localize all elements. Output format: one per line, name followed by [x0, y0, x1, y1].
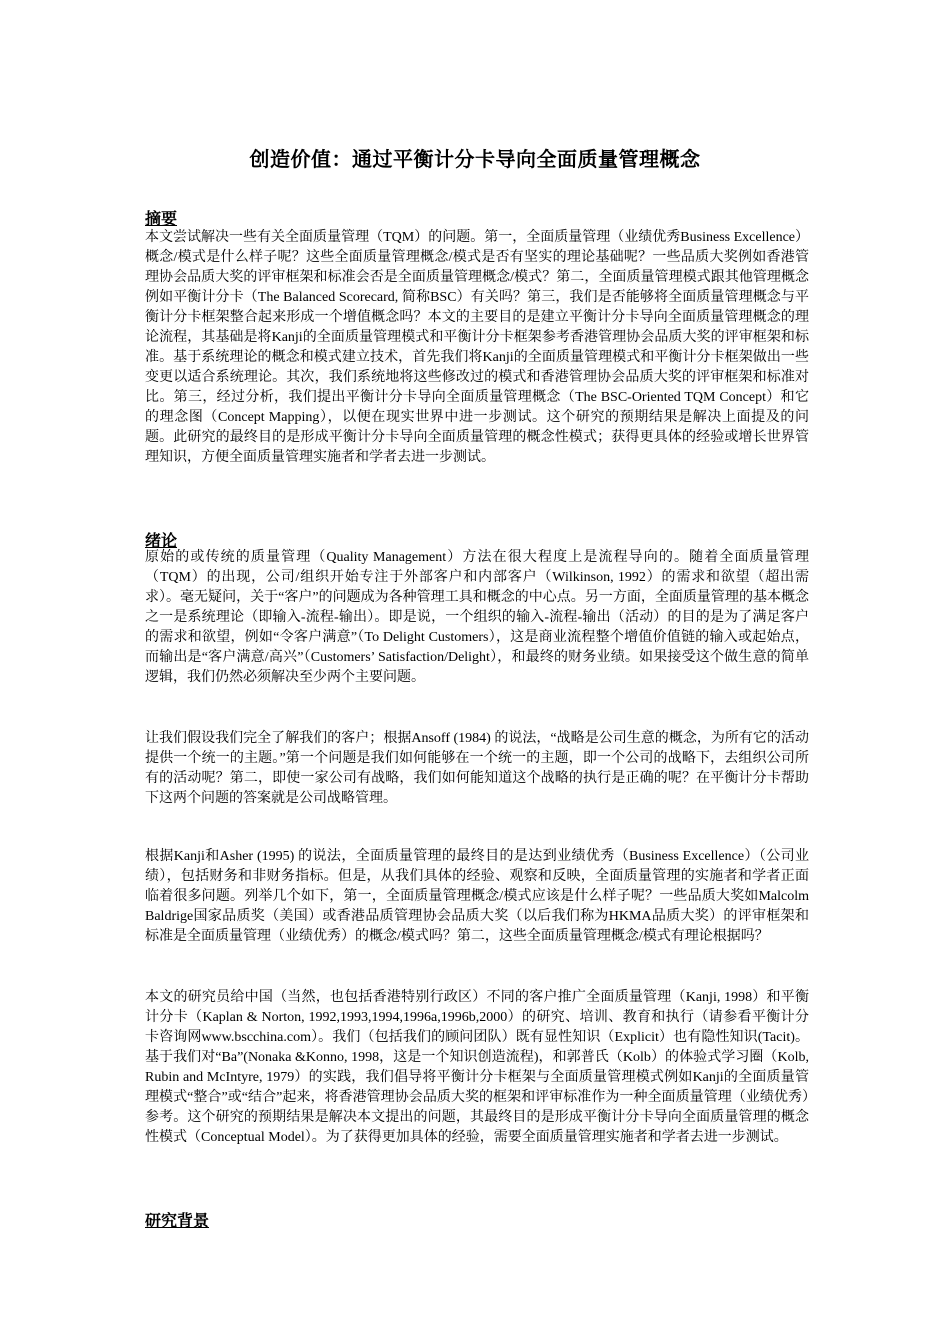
section-heading-background: 研究背景 [145, 1211, 210, 1230]
introduction-paragraph: 根据Kanji和Asher (1995) 的说法，全面质量管理的最终目的是达到业绩优秀（Business Excellence）（公司业绩），包括财务和非财务指标。但是，从我们具体的经验、观察和反映，全面质量管理的实施者和学者正面临着很多问题。列举几个如下，第一，全面质量管理概念/模式应该是什么样子呢？一些品质大奖如Malcolm Baldrige国家品质奖（美国）或香港品质管理协会品质大奖（以后我们称为HKMA品质大奖）的评审框架和标准是全面质量管理（业绩优秀）的概念/模式吗？第二，这些全面质量管理概念/模式有理论根据吗？ [145, 849, 809, 944]
introduction-paragraph: 本文的研究员给中国（当然，也包括香港特别行政区）不同的客户推广全面质量管理（Kanji, 1998）和平衡计分卡（Kaplan & Norton, 1992,1993,1994,1996a,1996b,2000）的研究、培训、教育和执行（请参看平衡计分卡咨询网www.bscchina.com）。我们（包括我们的顾问团队）既有显性知识（Explicit）也有隐性知识(Tacit)。基于我们对“Ba”(Nonaka &Konno, 1998，这是一个知识创造流程)，和郭普氏（Kolb）的体验式学习圈（Kolb, Rubin and McIntyre, 1979）的实践，我们倡导将平衡计分卡框架与全面质量管理模式例如Kanji的全面质量管理模式“整合”或“结合”起来，将香港管理协会品质大奖的框架和评审标准作为一种全面质量管理（业绩优秀）参考。这个研究的预期结果是解决本文提出的问题，其最终目的是形成平衡计分卡导向全面质量管理的概念性模式（Conceptual Model）。为了获得更加具体的经验，需要全面质量管理实施者和学者去进一步测试。 [145, 990, 809, 1145]
page-title: 创造价值：通过平衡计分卡导向全面质量管理概念 [249, 147, 701, 171]
abstract-paragraph: 本文尝试解决一些有关全面质量管理（TQM）的问题。第一，全面质量管理（业绩优秀Business Excellence）概念/模式是什么样子呢？这些全面质量管理概念/模式是否有坚实的理论基础呢？一些品质大奖例如香港管理协会品质大奖的评审框架和标准会否是全面质量管理概念/模式？第二，全面质量管理模式跟其他管理概念例如平衡计分卡（The Balanced Scorecard, 简称BSC）有关吗？第三，我们是否能够将全面质量管理概念与平衡计分卡框架整合起来形成一个增值概念吗？本文的主要目的是建立平衡计分卡导向全面质量管理概念的理论流程，其基础是将Kanji的全面质量管理模式和平衡计分卡框架参考香港管理协会品质大奖的评审框架和标准。基于系统理论的概念和模式建立技术，首先我们将Kanji的全面质量管理模式和平衡计分卡框架做出一些变更以适合系统理论。其次，我们系统地将这些修改过的模式和香港管理协会品质大奖的评审框架和标准对比。第三，经过分析，我们提出平衡计分卡导向全面质量管理概念（The BSC-Oriented TQM Concept）和它的理念图（Concept Mapping），以便在现实世界中进一步测试。这个研究的预期结果是解决上面提及的问题。此研究的最终目的是形成平衡计分卡导向全面质量管理的概念性模式；获得更具体的经验或增长世界管理知识，方便全面质量管理实施者和学者去进一步测试。 [145, 230, 809, 465]
introduction-paragraph: 原始的或传统的质量管理（Quality Management）方法在很大程度上是流程导向的。随着全面质量管理（TQM）的出现，公司/组织开始专注于外部客户和内部客户（Wilkinson, 1992）的需求和欲望（超出需求）。毫无疑问，关于“客户”的问题成为各种管理工具和概念的中心点。另一方面，全面质量管理的基本概念之一是系统理论（即输入-流程-输出）。即是说，一个组织的输入-流程-输出（活动）的目的是为了满足客户的需求和欲望，例如“令客户满意”（To Delight Customers），这是商业流程整个增值价值链的输入或起始点，而输出是“客户满意/高兴”（Customers’ Satisfaction/Delight），和最终的财务业绩。如果接受这个做生意的简单逻辑，我们仍然必须解决至少两个主要问题。 [145, 550, 809, 685]
section-heading-abstract: 摘要 [145, 209, 178, 228]
section-heading-introduction: 绪论 [145, 531, 178, 550]
introduction-paragraph: 让我们假设我们完全了解我们的客户；根据Ansoff (1984) 的说法，“战略是公司生意的概念，为所有它的活动提供一个统一的主题。”第一个问题是我们如何能够在一个统一的主题，即一个公司的战略下，去组织公司所有的活动呢？第二，即使一家公司有战略，我们如何能知道这个战略的执行是正确的呢？在平衡计分卡帮助下这两个问题的答案就是公司战略管理。 [145, 731, 809, 806]
